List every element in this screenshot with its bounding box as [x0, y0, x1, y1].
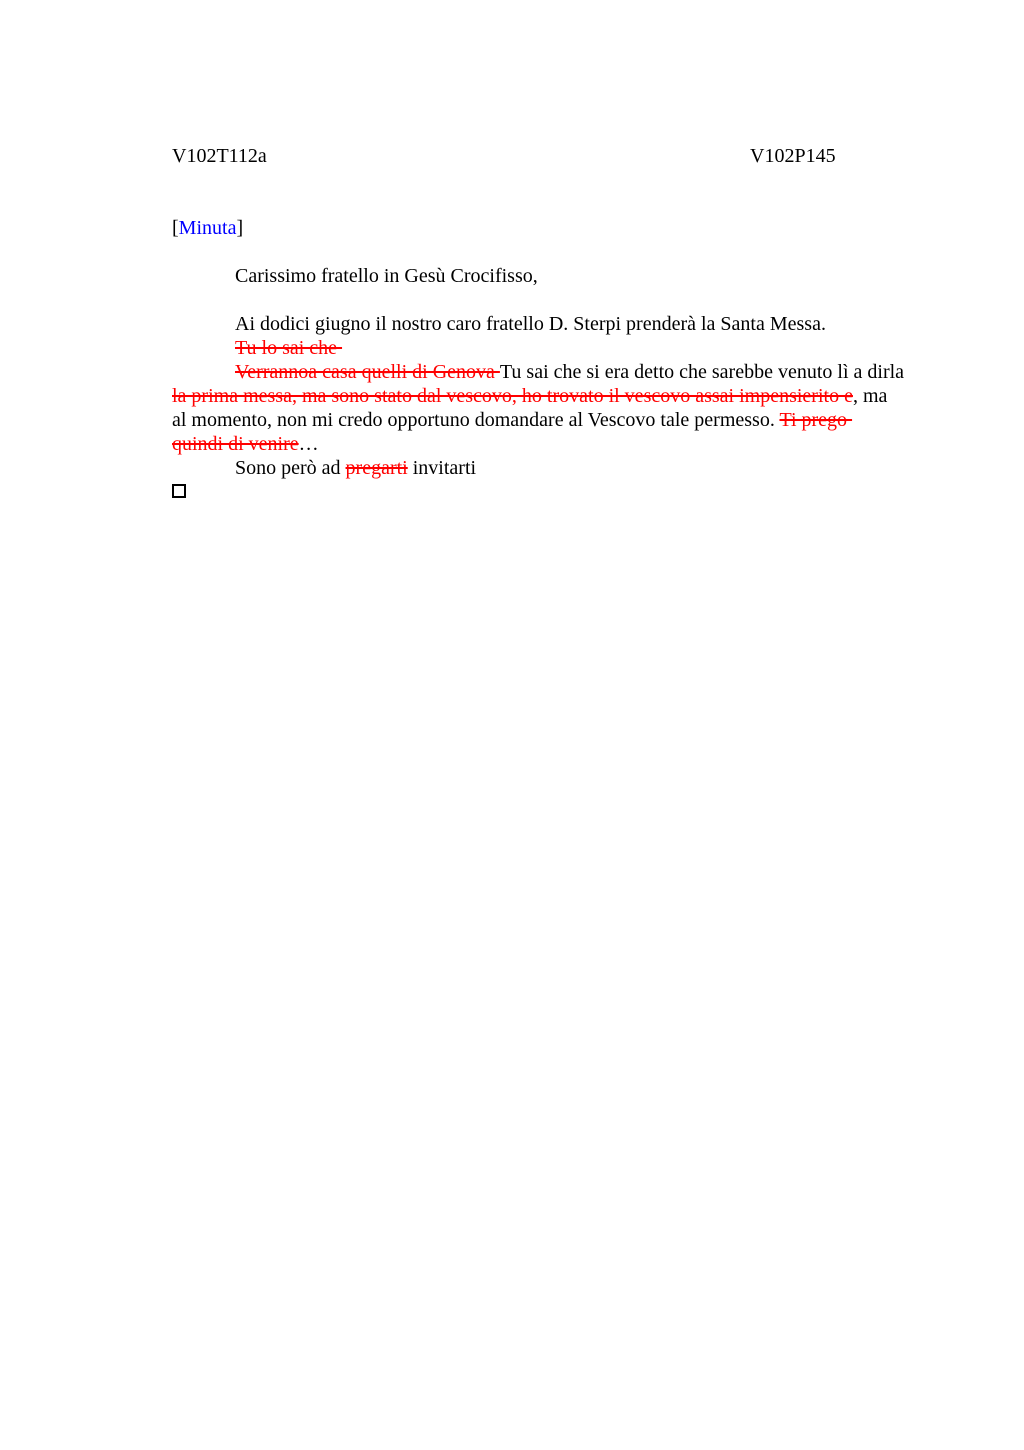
deleted-text-verrannoa: Verrannoa casa quelli di Genova — [235, 361, 500, 383]
body-line-verrannoa — [235, 360, 934, 384]
kept-text-tu-sai: Tu sai che si era detto che sarebbe venuto lì a dirla — [499, 361, 905, 383]
header-row — [172, 144, 934, 168]
deleted-text-tu-lo-sai: Tu lo sai che — [235, 337, 343, 359]
blank-line — [172, 240, 934, 264]
body-line-la-prima — [172, 384, 934, 408]
body-line-al-momento — [172, 408, 934, 432]
kept-text-al-momento: al momento, non mi credo opportuno domandare al Vescovo tale permesso. — [172, 409, 775, 431]
empty-box-glyph — [172, 484, 186, 498]
kept-text-invitarti: invitarti — [412, 457, 477, 479]
minuta-open-bracket: [ — [172, 217, 179, 239]
body-line-sono-pero — [235, 456, 934, 480]
deleted-text-ti-prego: Ti prego — [779, 409, 853, 431]
kept-text-ellipsis: … — [298, 433, 319, 455]
kept-text-sono-pero: Sono però ad — [235, 457, 341, 479]
body-line-deleted-tu-lo-sai — [235, 336, 934, 360]
deleted-text-la-prima: la prima messa, ma sono stato dal vescovo, ho trovato il vescovo assai impensierito e — [172, 385, 853, 407]
kept-text-ma: , ma — [852, 385, 888, 407]
announcement-line: Ai dodici giugno il nostro caro fratello D. Sterpi prenderà la Santa Messa. — [235, 313, 826, 335]
minuta-annotation — [172, 216, 934, 240]
body-line-quindi — [172, 432, 934, 456]
doc-code-right: V102P145 — [750, 145, 836, 167]
deleted-text-quindi: quindi di venire — [172, 433, 299, 455]
minuta-close-bracket: ] — [236, 217, 244, 239]
blank-line — [172, 288, 934, 312]
blank-line — [172, 192, 934, 216]
deleted-text-pregarti: pregarti — [345, 457, 408, 479]
minuta-label: Minuta — [178, 217, 237, 239]
empty-box-line — [172, 480, 934, 504]
salutation-line: Carissimo fratello in Gesù Crocifisso, — [235, 265, 538, 287]
blank-line — [172, 168, 934, 192]
doc-code-left: V102T112a — [172, 145, 267, 167]
